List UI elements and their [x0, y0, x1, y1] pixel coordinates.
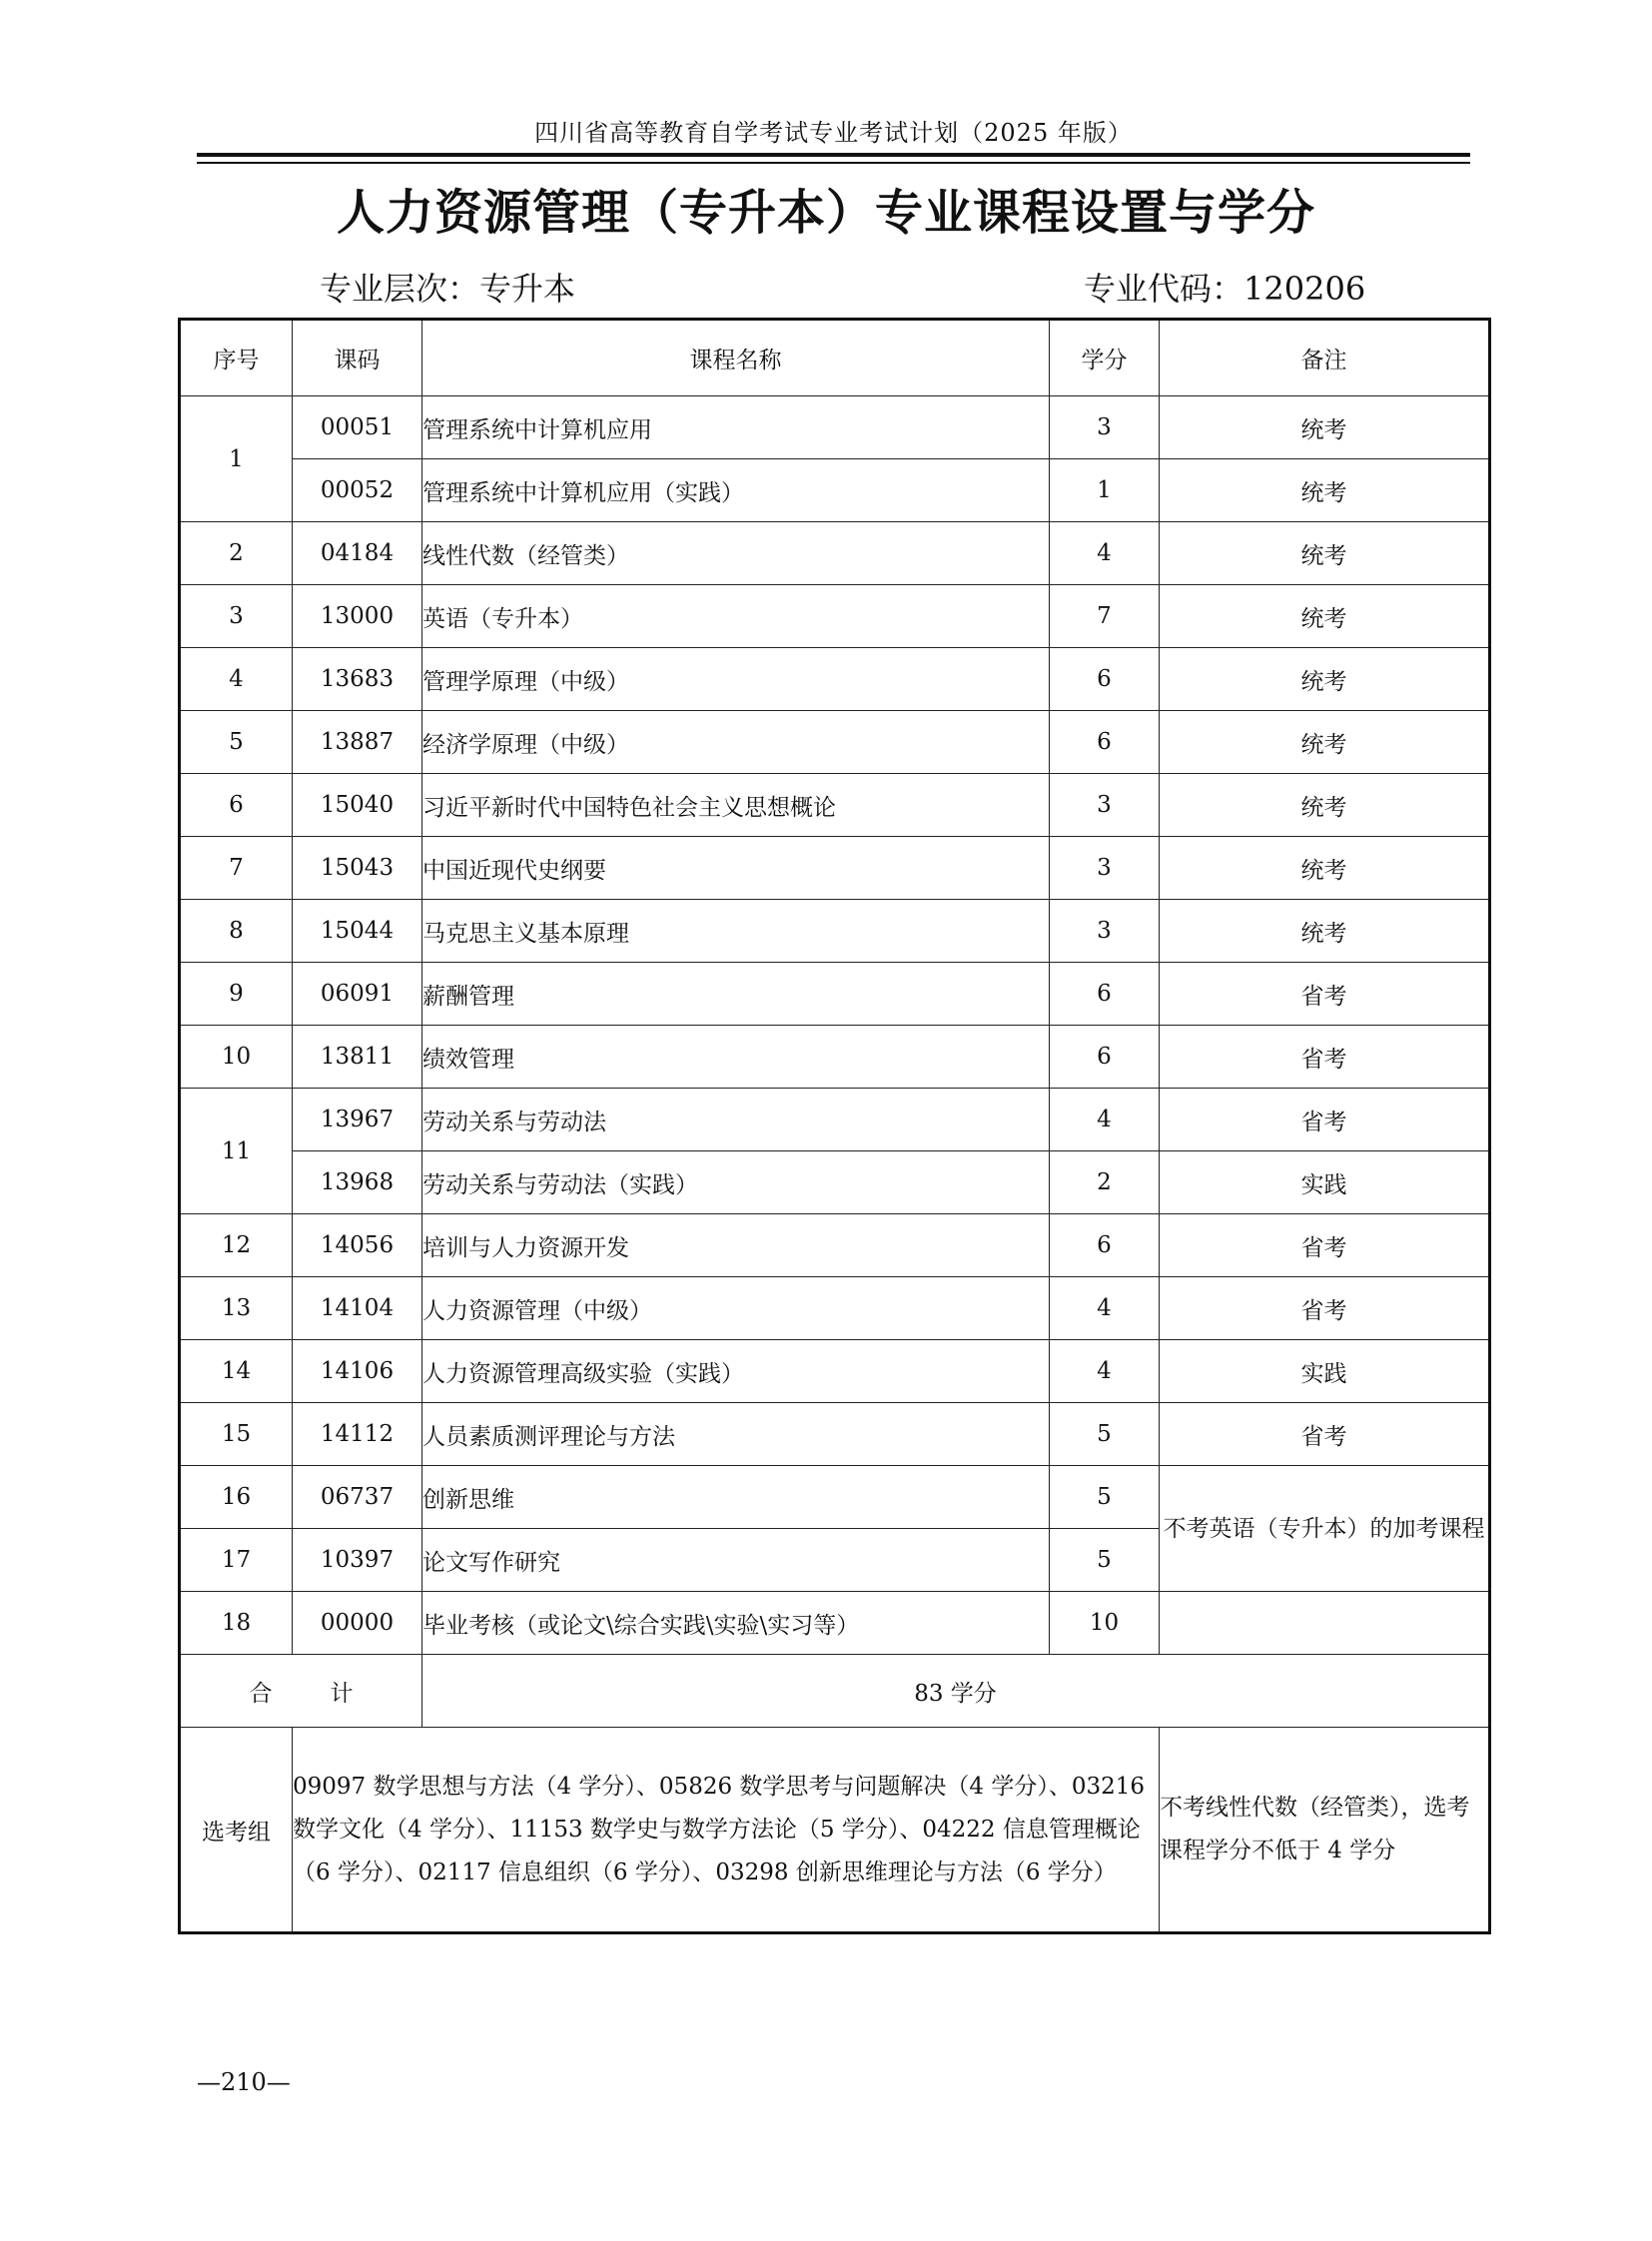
name-cell: 管理系统中计算机应用	[422, 396, 1050, 459]
name-cell: 薪酬管理	[422, 963, 1050, 1026]
merged-note-cell: 不考英语（专升本）的加考课程	[1160, 1466, 1490, 1592]
table-row	[180, 1592, 1490, 1655]
table-row	[180, 1151, 1490, 1214]
note-cell: 统考	[1160, 396, 1490, 459]
seq-cell: 2	[180, 522, 293, 585]
name-cell: 论文写作研究	[422, 1529, 1050, 1592]
seq-cell: 13	[180, 1277, 293, 1340]
elective-note: 不考线性代数（经管类），选考课程学分不低于 4 学分	[1160, 1728, 1490, 1933]
code-cell: 15040	[293, 774, 422, 837]
credit-cell: 3	[1050, 774, 1160, 837]
table-row	[180, 522, 1490, 585]
page-number: —210—	[197, 2068, 291, 2096]
table-row	[180, 1466, 1490, 1529]
table-row	[180, 459, 1490, 522]
seq-cell: 16	[180, 1466, 293, 1529]
level-info	[320, 265, 575, 313]
table-row	[180, 1089, 1490, 1151]
name-cell: 人员素质测评理论与方法	[422, 1403, 1050, 1466]
name-cell: 绩效管理	[422, 1026, 1050, 1089]
note-cell: 统考	[1160, 774, 1490, 837]
code-label: 专业代码：	[1084, 270, 1244, 308]
seq-cell: 5	[180, 711, 293, 774]
table-row	[180, 711, 1490, 774]
total-label-text: 合计	[249, 1680, 412, 1707]
seq-cell: 17	[180, 1529, 293, 1592]
note-cell: 省考	[1160, 1277, 1490, 1340]
credit-cell: 6	[1050, 1026, 1160, 1089]
table-row	[180, 837, 1490, 900]
code-cell: 15043	[293, 837, 422, 900]
code-cell: 00051	[293, 396, 422, 459]
credit-cell: 6	[1050, 963, 1160, 1026]
credit-cell: 5	[1050, 1529, 1160, 1592]
name-cell: 人力资源管理高级实验（实践）	[422, 1340, 1050, 1403]
seq-cell: 11	[180, 1089, 293, 1214]
name-cell: 培训与人力资源开发	[422, 1214, 1050, 1277]
credit-cell: 6	[1050, 648, 1160, 711]
name-cell: 英语（专升本）	[422, 585, 1050, 648]
header-rule-thin	[197, 162, 1470, 164]
seq-cell: 8	[180, 900, 293, 963]
credit-cell: 7	[1050, 585, 1160, 648]
total-label	[180, 1655, 422, 1728]
table-row	[180, 648, 1490, 711]
seq-cell: 10	[180, 1026, 293, 1089]
name-cell: 中国近现代史纲要	[422, 837, 1050, 900]
note-cell: 省考	[1160, 963, 1490, 1026]
header-credit: 学分	[1050, 320, 1160, 396]
code-cell: 13000	[293, 585, 422, 648]
seq-cell: 1	[180, 396, 293, 522]
credit-cell: 4	[1050, 1089, 1160, 1151]
name-cell: 创新思维	[422, 1466, 1050, 1529]
total-row	[180, 1655, 1490, 1728]
seq-cell: 18	[180, 1592, 293, 1655]
code-cell: 13887	[293, 711, 422, 774]
table-row	[180, 1340, 1490, 1403]
name-cell: 马克思主义基本原理	[422, 900, 1050, 963]
name-cell: 人力资源管理（中级）	[422, 1277, 1050, 1340]
table-row	[180, 396, 1490, 459]
running-header: 四川省高等教育自学考试专业考试计划（2025 年版）	[534, 119, 1133, 147]
note-cell: 统考	[1160, 711, 1490, 774]
name-cell: 劳动关系与劳动法	[422, 1089, 1050, 1151]
code-cell: 06737	[293, 1466, 422, 1529]
note-cell: 统考	[1160, 585, 1490, 648]
table-row	[180, 900, 1490, 963]
credit-cell: 10	[1050, 1592, 1160, 1655]
note-cell: 实践	[1160, 1151, 1490, 1214]
credit-cell: 6	[1050, 1214, 1160, 1277]
note-cell: 统考	[1160, 459, 1490, 522]
seq-cell: 3	[180, 585, 293, 648]
name-cell: 习近平新时代中国特色社会主义思想概论	[422, 774, 1050, 837]
seq-cell: 6	[180, 774, 293, 837]
table-row	[180, 963, 1490, 1026]
header-rule-thick	[197, 153, 1470, 157]
code-cell: 13811	[293, 1026, 422, 1089]
seq-cell: 4	[180, 648, 293, 711]
name-cell: 管理系统中计算机应用（实践）	[422, 459, 1050, 522]
code-cell: 04184	[293, 522, 422, 585]
course-table	[178, 318, 1491, 1934]
level-value: 专升本	[479, 270, 576, 308]
name-cell: 劳动关系与劳动法（实践）	[422, 1151, 1050, 1214]
seq-cell: 9	[180, 963, 293, 1026]
credit-cell: 3	[1050, 396, 1160, 459]
page-title: 人力资源管理（专升本）专业课程设置与学分	[336, 185, 1315, 241]
table-row	[180, 1403, 1490, 1466]
header-seq: 序号	[180, 320, 293, 396]
name-cell: 毕业考核（或论文\综合实践\实验\实习等）	[422, 1592, 1050, 1655]
credit-cell: 3	[1050, 900, 1160, 963]
table-row	[180, 1026, 1490, 1089]
code-cell: 06091	[293, 963, 422, 1026]
header-note: 备注	[1160, 320, 1490, 396]
credit-cell: 5	[1050, 1403, 1160, 1466]
credit-cell: 6	[1050, 711, 1160, 774]
seq-cell: 7	[180, 837, 293, 900]
note-cell: 实践	[1160, 1340, 1490, 1403]
total-value: 83 学分	[422, 1655, 1490, 1728]
note-cell: 统考	[1160, 648, 1490, 711]
code-cell: 13968	[293, 1151, 422, 1214]
table-row	[180, 585, 1490, 648]
code-cell: 13967	[293, 1089, 422, 1151]
elective-row	[180, 1728, 1490, 1933]
code-cell: 14106	[293, 1340, 422, 1403]
credit-cell: 4	[1050, 1340, 1160, 1403]
level-label: 专业层次：	[320, 270, 480, 308]
note-cell: 统考	[1160, 837, 1490, 900]
name-cell: 经济学原理（中级）	[422, 711, 1050, 774]
elective-label: 选考组	[180, 1728, 293, 1933]
note-cell: 省考	[1160, 1403, 1490, 1466]
note-cell	[1160, 1592, 1490, 1655]
note-cell: 统考	[1160, 522, 1490, 585]
header-name: 课程名称	[422, 320, 1050, 396]
seq-cell: 14	[180, 1340, 293, 1403]
table-header-row	[180, 320, 1490, 396]
code-cell: 14056	[293, 1214, 422, 1277]
credit-cell: 5	[1050, 1466, 1160, 1529]
elective-courses: 09097 数学思想与方法（4 学分）、05826 数学思考与问题解决（4 学分）、03216 数学文化（4 学分）、11153 数学史与数学方法论（5 学分）、04222 信息管理概论（6 学分）、02117 信息组织（6 学分）、03298 创新思维理论与方法（6 学分）	[293, 1728, 1160, 1933]
table-row	[180, 1277, 1490, 1340]
code-cell: 10397	[293, 1529, 422, 1592]
code-cell: 13683	[293, 648, 422, 711]
note-cell: 省考	[1160, 1026, 1490, 1089]
credit-cell: 2	[1050, 1151, 1160, 1214]
note-cell: 省考	[1160, 1214, 1490, 1277]
code-cell: 00052	[293, 459, 422, 522]
table-row	[180, 1214, 1490, 1277]
code-cell: 14104	[293, 1277, 422, 1340]
name-cell: 线性代数（经管类）	[422, 522, 1050, 585]
code-value: 120206	[1243, 270, 1366, 308]
credit-cell: 4	[1050, 1277, 1160, 1340]
seq-cell: 12	[180, 1214, 293, 1277]
code-info	[1084, 265, 1365, 313]
code-cell: 15044	[293, 900, 422, 963]
code-cell: 14112	[293, 1403, 422, 1466]
credit-cell: 4	[1050, 522, 1160, 585]
seq-cell: 15	[180, 1403, 293, 1466]
header-code: 课码	[293, 320, 422, 396]
note-cell: 省考	[1160, 1089, 1490, 1151]
credit-cell: 1	[1050, 459, 1160, 522]
table-row	[180, 774, 1490, 837]
name-cell: 管理学原理（中级）	[422, 648, 1050, 711]
code-cell: 00000	[293, 1592, 422, 1655]
credit-cell: 3	[1050, 837, 1160, 900]
note-cell: 统考	[1160, 900, 1490, 963]
